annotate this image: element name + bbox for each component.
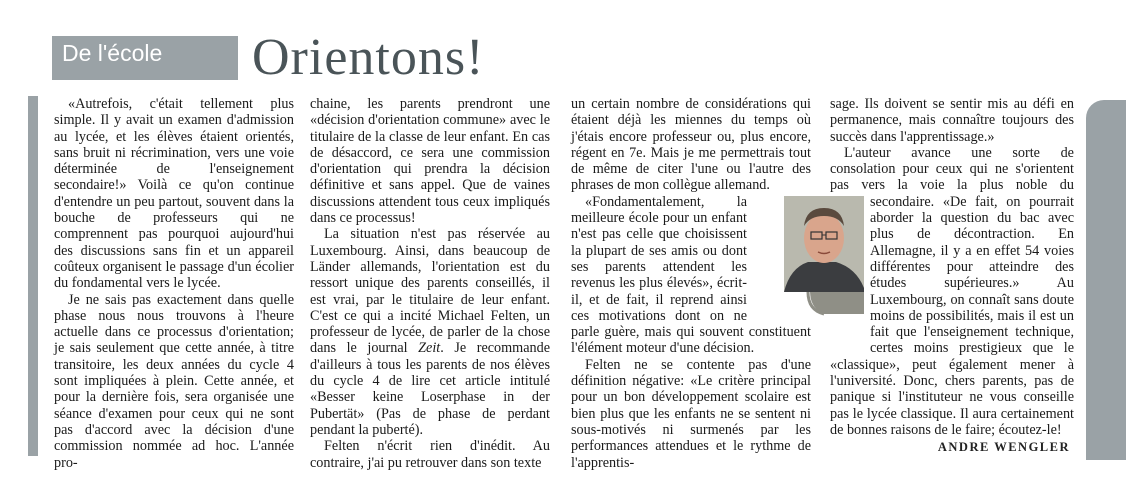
article-column-3 (571, 96, 811, 471)
left-margin-rule (28, 96, 38, 456)
paragraph: chaine, les parents prendront une «décision d'orientation commune» avec le titulaire de la classe de leur enfant. En cas de désaccord, ce sera une commission d'orientation qui prendra la décision définitive et sans appel. Que de vaines discussions attendent tous ceux impliqués dans ce processus! (310, 96, 550, 227)
right-decorative-bar (1086, 100, 1126, 460)
paragraph: «Autrefois, c'était tellement plus simple. Il y avait un examen d'admission au lycée, et les élèves étaient orientés, sans bruit ni récrimination, vers une voie déterminée de l'enseignement secondaire!» Voilà ce qu'on continue d'entendre un peu partout, souvent dans la bouche de professeurs qui ne comprennent pas pourquoi aujourd'hui des discussions sans fin et un appareil coûteux organisent le passage d'un écolier du fondamental vers le lycée. (54, 96, 294, 292)
journal-name: Zeit (418, 340, 441, 357)
author-portrait (780, 196, 864, 314)
article-column-4 (830, 96, 1074, 456)
article-header (0, 0, 1146, 100)
paragraph: Je ne sais pas exactement dans quelle phase nous nous trouvons à l'heure actuelle dans ce processus d'orientation; je sais seulement que cette année, à titre transitoire, les deux années du cycle 4 sont impliquées à plein. Cette année, et pour la dernière fois, sera organisée une séance d'examen pour ceux qui ne sont pas d'accord avec la décision d'une commission nommée ad hoc. L'année pro- (54, 291, 294, 471)
paragraph: Felten n'écrit rien d'inédit. Au contraire, j'ai pu retrouver dans son texte (310, 438, 550, 471)
paragraph (310, 226, 550, 438)
paragraph: un certain nombre de considérations qui étaient déjà les miennes du temps où j'étais encore professeur ou, plus encore, régent en 7e. Mais je me permettrais tout de même de citer l'une ou l'autre des phrases de mon collègue allemand. (571, 96, 811, 194)
author-signature: ANDRE WENGLER (937, 440, 1070, 454)
author-photo-image (780, 196, 864, 314)
article-headline: Orientons! (252, 29, 485, 86)
paragraph: L'auteur avance une sorte de consolation pour ceux qui ne s'orientent pas vers la voie la plus noble du secondaire. «De fait, on pourrait aborder la question du bac avec plus de décontraction. En Allemagne, il y a en effet 54 voies différentes pour atteindre des études supérieures.» Au Luxembourg, on connaît sans doute moins de possibilités, mais il est un fait que l'enseignement technique, certes moins prestigieux que le «classique», peut également mener à l'université. Donc, chers parents, pas de panique si l'instituteur ne vous conseille pas le lycée classique. Il aura certainement de bonnes raisons de le faire; écoutez-le! (830, 144, 1074, 438)
section-rubric: De l'école (52, 36, 238, 80)
article-column-2 (310, 96, 550, 471)
paragraph: «Fondamentalement, la meilleure école pour un enfant n'est pas celle que choisissent la plupart de ses amis ou dont ses parents attendent les revenus les plus élevés», écrit-il, et de fait, il reprend ainsi ces motivations dont on ne parle guère, mais qui souvent constituent l'élément moteur d'une décision. (571, 193, 811, 357)
paragraph-text: La situation n'est pas réservée au Luxembourg. Ainsi, dans beaucoup de Länder allemands, l'orientation est du ressort unique des parents conseillés, il est vrai, par le titulaire de leur enfant. C'est ce qui a incité Michael Felten, un professeur de lycée, de parler de la chose dans le journal (310, 226, 550, 357)
paragraph-text: . Je recommande d'ailleurs à tous les parents de nos élèves du cycle 4 de lire cet article intitulé «Besser keine Loserphase in der Pubertät» (Pas de phase de perdant pendant la puberté). (310, 340, 550, 438)
paragraph: Felten ne se contente pas d'une définition négative: «Le critère principal pour un bon développement scolaire est bien plus que les enfants ne se sentent ni sous-motivés ni surmenés par les performances attendues et le rythme de l'apprentis- (571, 356, 811, 471)
article-column-1 (54, 96, 294, 471)
paragraph: sage. Ils doivent se sentir mis au défi en permanence, mais connaître toujours des succès dans l'apprentissage.» (830, 96, 1074, 145)
